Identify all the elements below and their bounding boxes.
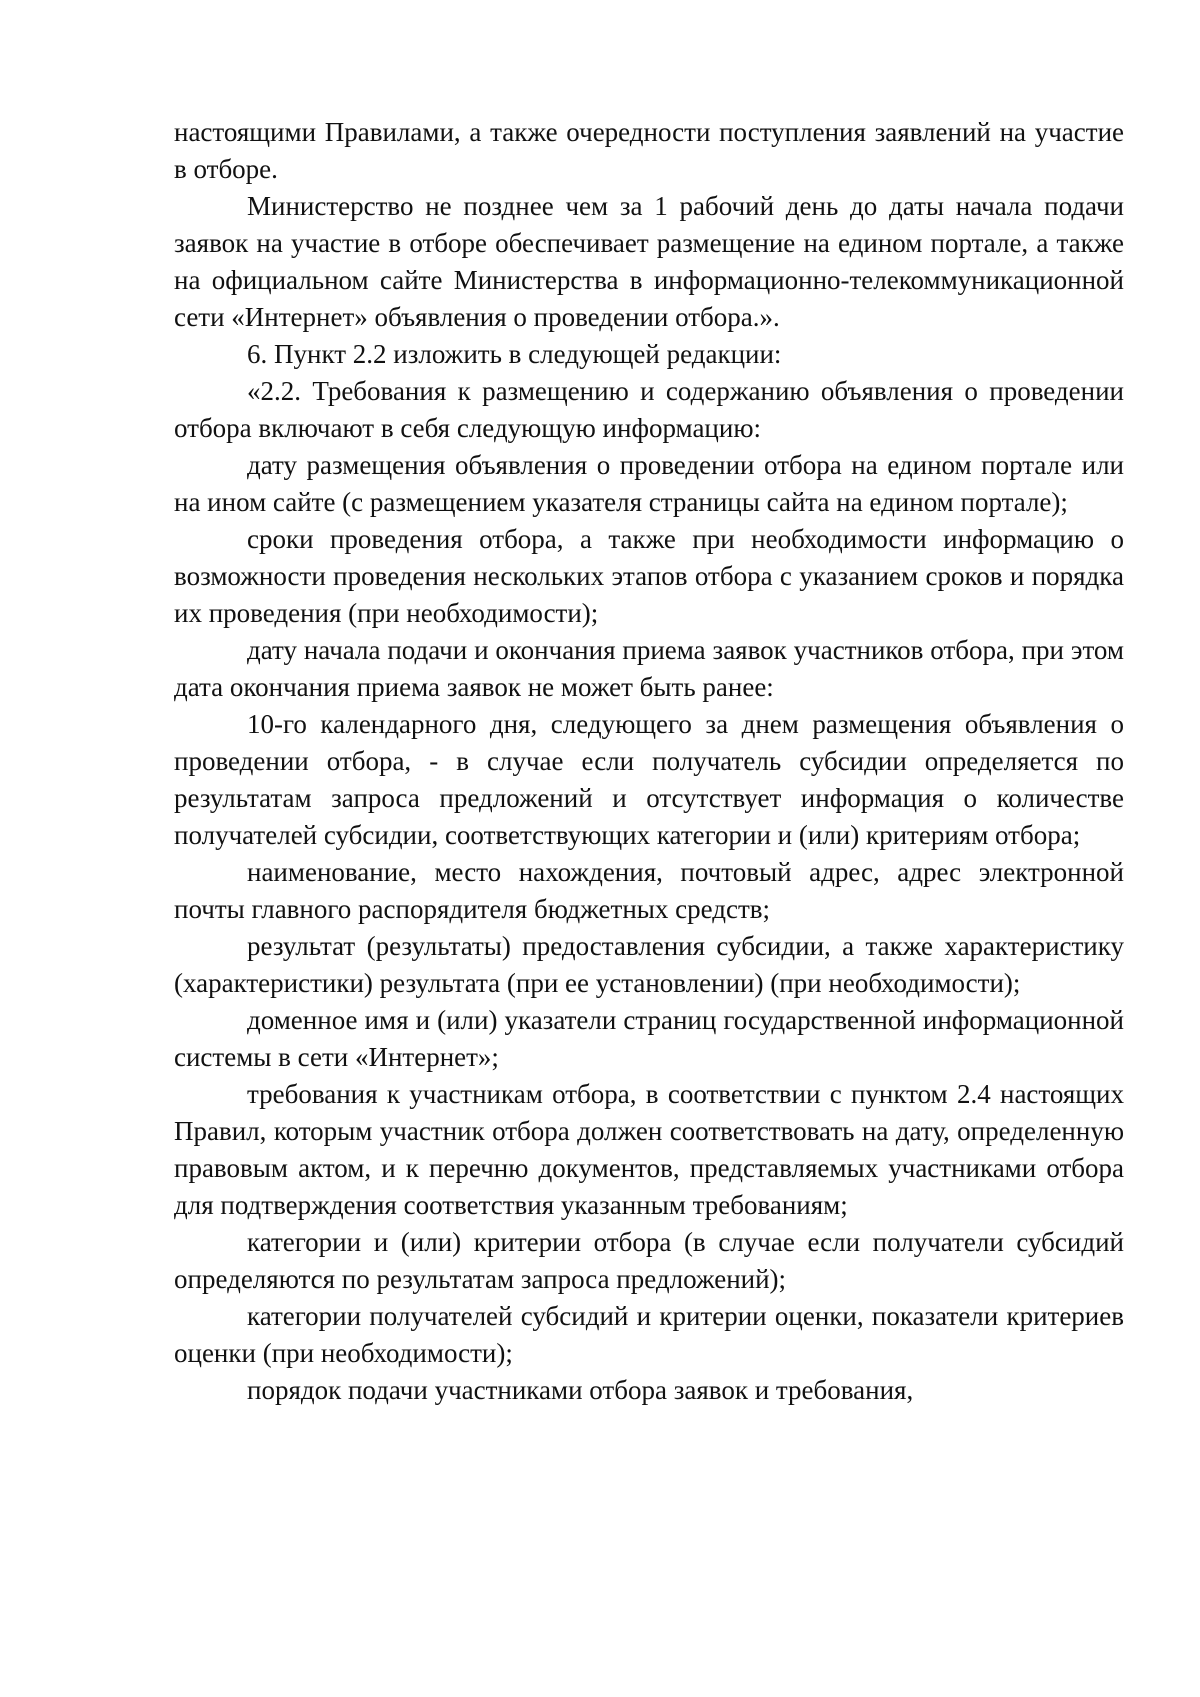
paragraph-continuation: настоящими Правилами, а также очередности поступления заявлений на участие в отборе.	[174, 117, 1124, 184]
paragraph-recipient-categories: категории получателей субсидий и критерии оценки, показатели критериев оценки (при необходимости);	[174, 1301, 1124, 1368]
paragraph-submission-procedure: порядок подачи участниками отбора заявок и требования,	[247, 1375, 914, 1405]
paragraph-result: результат (результаты) предоставления субсидии, а также характеристику (характеристики) результата (при ее установлении) (при необходимости);	[174, 931, 1124, 998]
paragraph-application-dates: дату начала подачи и окончания приема заявок участников отбора, при этом дата окончания приема заявок не может быть ранее:	[174, 635, 1124, 702]
paragraph-selection-criteria: категории и (или) критерии отбора (в случае если получатели субсидий определяются по результатам запроса предложений);	[174, 1227, 1124, 1294]
paragraph-10th-day: 10-го календарного дня, следующего за днем размещения объявления о проведении отбора, - в случае если получатель субсидии определяется по результатам запроса предложений и отсутствует информация о количестве получателей субсидии, соответствующих категории и (или) критериям отбора;	[174, 709, 1124, 850]
document-body	[174, 114, 1124, 1409]
paragraph-name-address: наименование, место нахождения, почтовый адрес, адрес электронной почты главного распорядителя бюджетных средств;	[174, 857, 1124, 924]
paragraph-ministry-notice: Министерство не позднее чем за 1 рабочий день до даты начала подачи заявок на участие в отборе обеспечивает размещение на едином портале, а также на официальном сайте Министерства в информационно-телекоммуникационной сети «Интернет» объявления о проведении отбора.».	[174, 191, 1124, 332]
paragraph-participant-requirements: требования к участникам отбора, в соответствии с пунктом 2.4 настоящих Правил, которым участник отбора должен соответствовать на дату, определенную правовым актом, и к перечню документов, представляемых участниками отбора для подтверждения соответствия указанным требованиям;	[174, 1079, 1124, 1220]
paragraph-2-2-intro: «2.2. Требования к размещению и содержанию объявления о проведении отбора включают в себя следующую информацию:	[174, 376, 1124, 443]
paragraph-item-6: 6. Пункт 2.2 изложить в следующей редакции:	[247, 339, 782, 369]
paragraph-selection-terms: сроки проведения отбора, а также при необходимости информацию о возможности проведения нескольких этапов отбора с указанием сроков и порядка их проведения (при необходимости);	[174, 524, 1124, 628]
paragraph-domain-name: доменное имя и (или) указатели страниц государственной информационной системы в сети «Интернет»;	[174, 1005, 1124, 1072]
paragraph-placement-date: дату размещения объявления о проведении отбора на едином портале или на ином сайте (с размещением указателя страницы сайта на едином портале);	[174, 450, 1124, 517]
